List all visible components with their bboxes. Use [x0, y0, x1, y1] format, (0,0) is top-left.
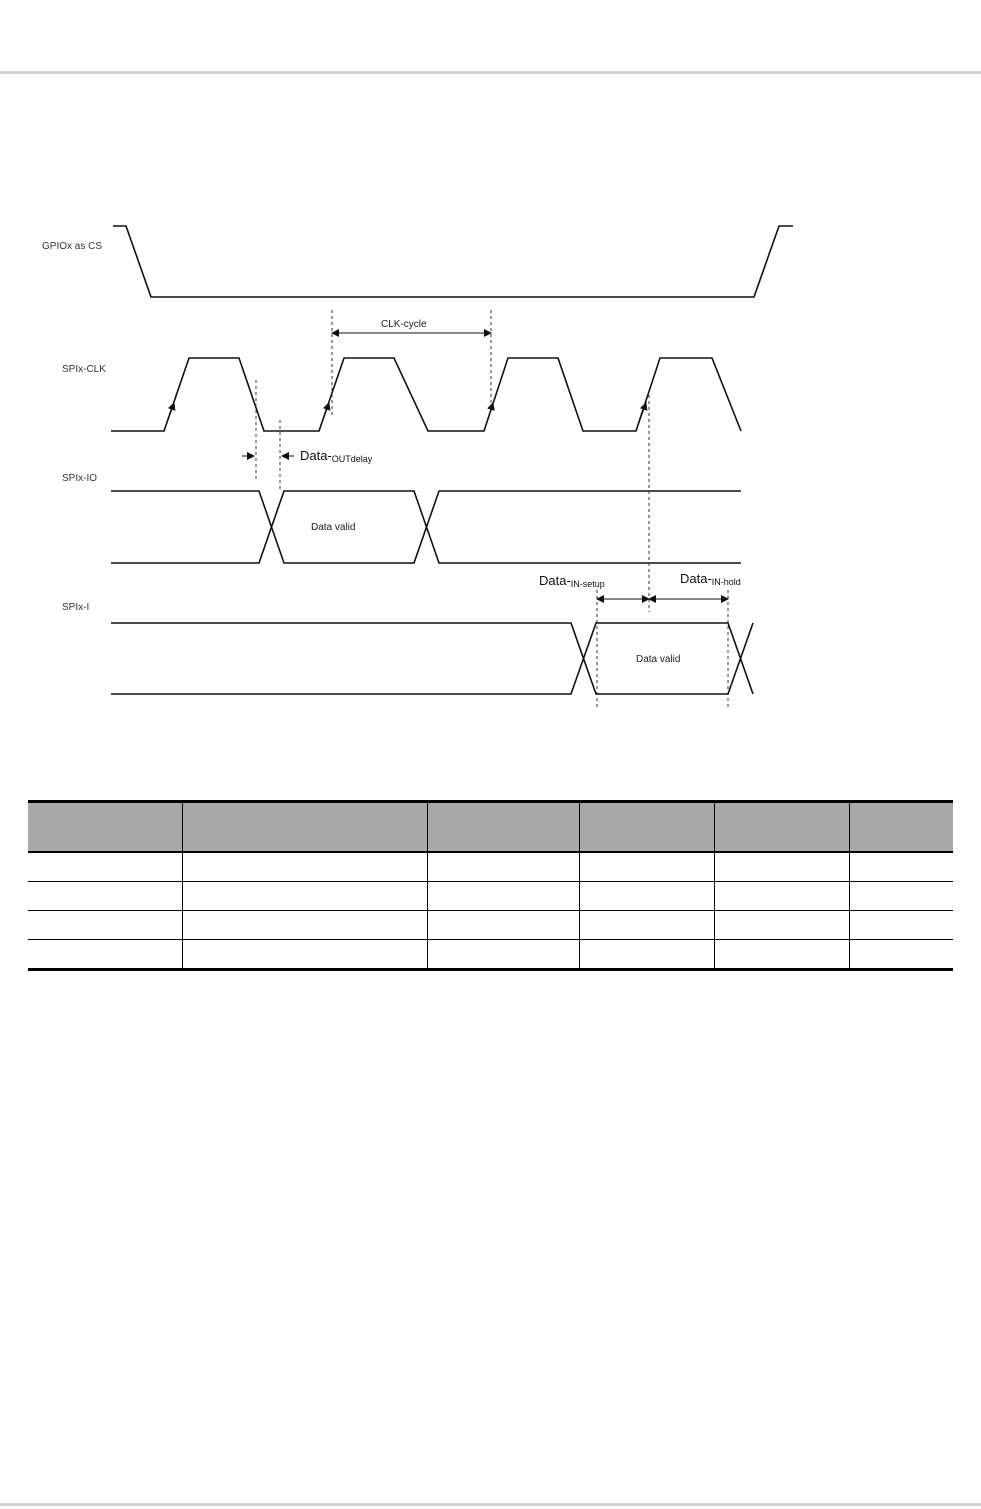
table-cell	[849, 940, 953, 970]
table-cell	[28, 940, 182, 970]
table-cell	[427, 940, 579, 970]
clk-rising-edge-arrow	[164, 403, 174, 431]
cs-waveform	[113, 226, 793, 297]
table-cell	[28, 882, 182, 911]
table-header-cell	[427, 802, 579, 853]
clk-rising-edge-arrow	[319, 403, 329, 431]
table-cell	[714, 940, 849, 970]
table-row	[28, 911, 953, 940]
signal-label-clk: SPIx-CLK	[62, 364, 106, 375]
table-header-cell	[714, 802, 849, 853]
table-cell	[579, 882, 714, 911]
table-cell	[427, 911, 579, 940]
table-cell	[427, 882, 579, 911]
io-waveform	[111, 491, 741, 563]
table-header-cell	[182, 802, 427, 853]
parameter-table	[28, 800, 953, 971]
table-cell	[579, 911, 714, 940]
table-cell	[427, 852, 579, 882]
table-header-cell	[28, 802, 182, 853]
table-row	[28, 940, 953, 970]
table-cell	[182, 911, 427, 940]
footer-rule	[0, 1503, 981, 1506]
table-cell	[28, 911, 182, 940]
table-cell	[182, 852, 427, 882]
table-cell	[28, 852, 182, 882]
table-cell	[182, 882, 427, 911]
table-header-cell	[579, 802, 714, 853]
table-cell	[182, 940, 427, 970]
in-hold-label: Data-IN-hold	[680, 571, 741, 587]
table-cell	[579, 852, 714, 882]
signal-label-in: SPIx-I	[62, 602, 90, 613]
clk-waveform	[111, 358, 741, 431]
table-header-cell	[849, 802, 953, 853]
in-setup-label: Data-IN-setup	[539, 573, 605, 589]
table-cell	[849, 882, 953, 911]
out-delay-label: Data-OUTdelay	[300, 448, 373, 464]
clk-rising-edge-arrow	[636, 403, 646, 431]
in-data-valid-label: Data valid	[636, 654, 681, 665]
table-cell	[849, 911, 953, 940]
table-row	[28, 852, 953, 882]
table-cell	[714, 852, 849, 882]
table-header-row	[28, 802, 953, 853]
table-cell	[579, 940, 714, 970]
io-data-valid-label: Data valid	[311, 522, 356, 533]
table-cell	[714, 882, 849, 911]
table-cell	[714, 911, 849, 940]
signal-label-cs: GPIOx as CS	[42, 241, 103, 252]
clk-rising-edge-arrow	[484, 403, 493, 431]
signal-label-io: SPIx-IO	[62, 473, 98, 484]
clk-cycle-label: CLK-cycle	[381, 319, 427, 330]
table-row	[28, 882, 953, 911]
table-cell	[849, 852, 953, 882]
